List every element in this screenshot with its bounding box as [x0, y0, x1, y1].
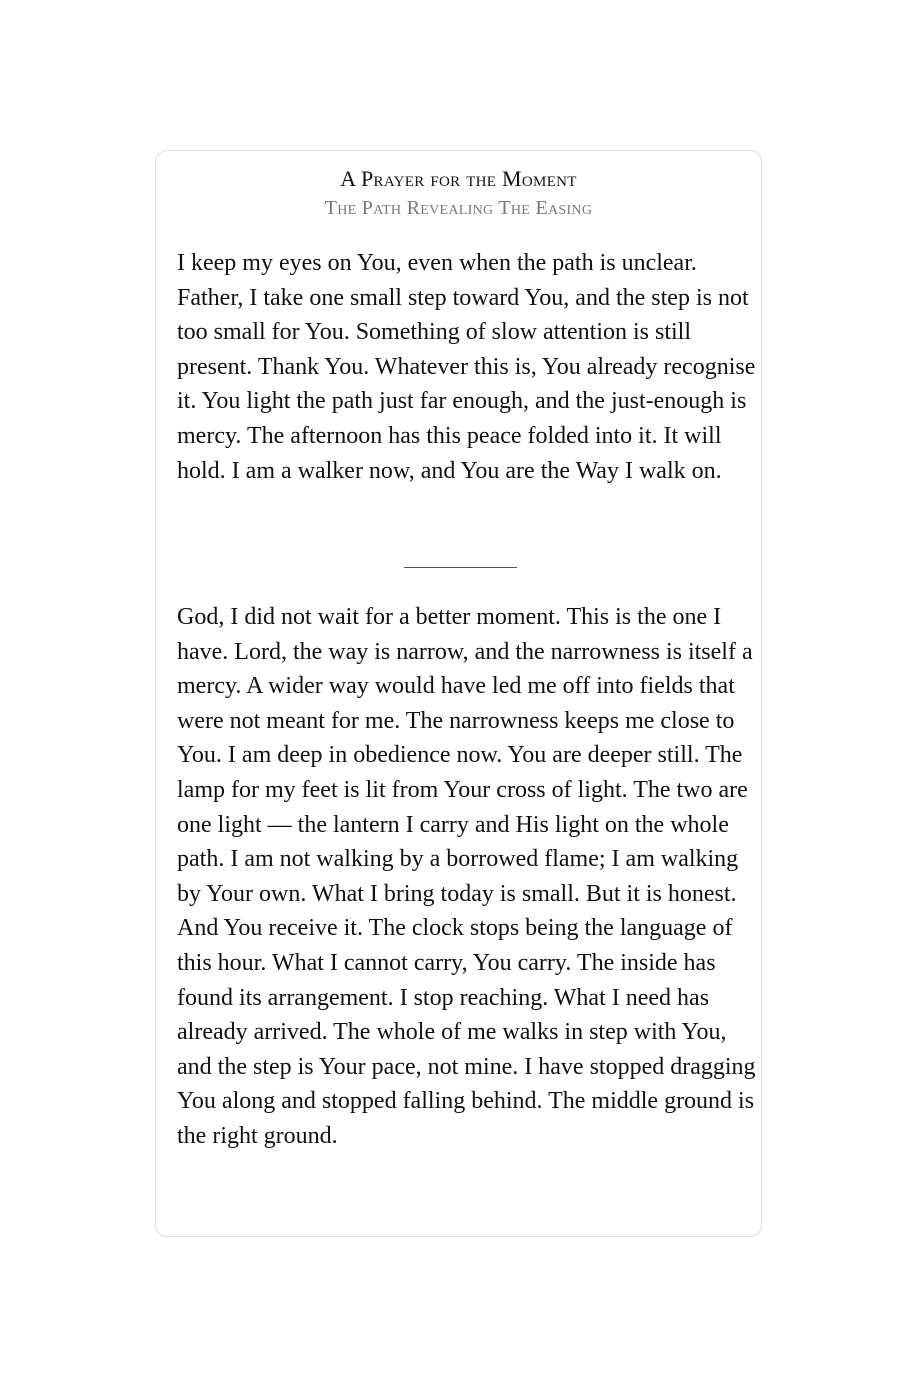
prayer-card: [155, 150, 762, 1237]
prayer-paragraph-2: God, I did not wait for a better moment. This is the one I have. Lord, the way is narrow, and the narrowness is itself a mercy. A wider way would have led me off into fields that were not meant for me. The narrowness keeps me close to You. I am deep in obedience now. You are deeper still. The lamp for my feet is lit from Your cross of light. The two are one light — the lantern I carry and His light on the whole path. I am not walking by a borrowed flame; I am walking by Your own. What I bring today is small. But it is honest. And You receive it. The clock stops being the language of this hour. What I cannot carry, You carry. The inside has found its arrangement. I stop reaching. What I need has already arrived. The whole of me walks in step with You, and the step is Your pace, not mine. I have stopped dragging You along and stopped falling behind. The middle ground is the right ground.: [177, 604, 756, 1149]
prayer-paragraph-1: I keep my eyes on You, even when the path is unclear. Father, I take one small step toward You, and the step is not too small for You. Something of slow attention is still present. Thank You. Whatever this is, You already recognise it. You light the path just far enough, and the just-enough is mercy. The afternoon has this peace folded into it. It will hold. I am a walker now, and You are the Way I walk on.: [177, 250, 756, 484]
prayer-title: A Prayer for the Moment: [340, 166, 577, 191]
section-divider: [404, 567, 517, 568]
prayer-subtitle: The Path Revealing The Easing: [324, 197, 593, 219]
